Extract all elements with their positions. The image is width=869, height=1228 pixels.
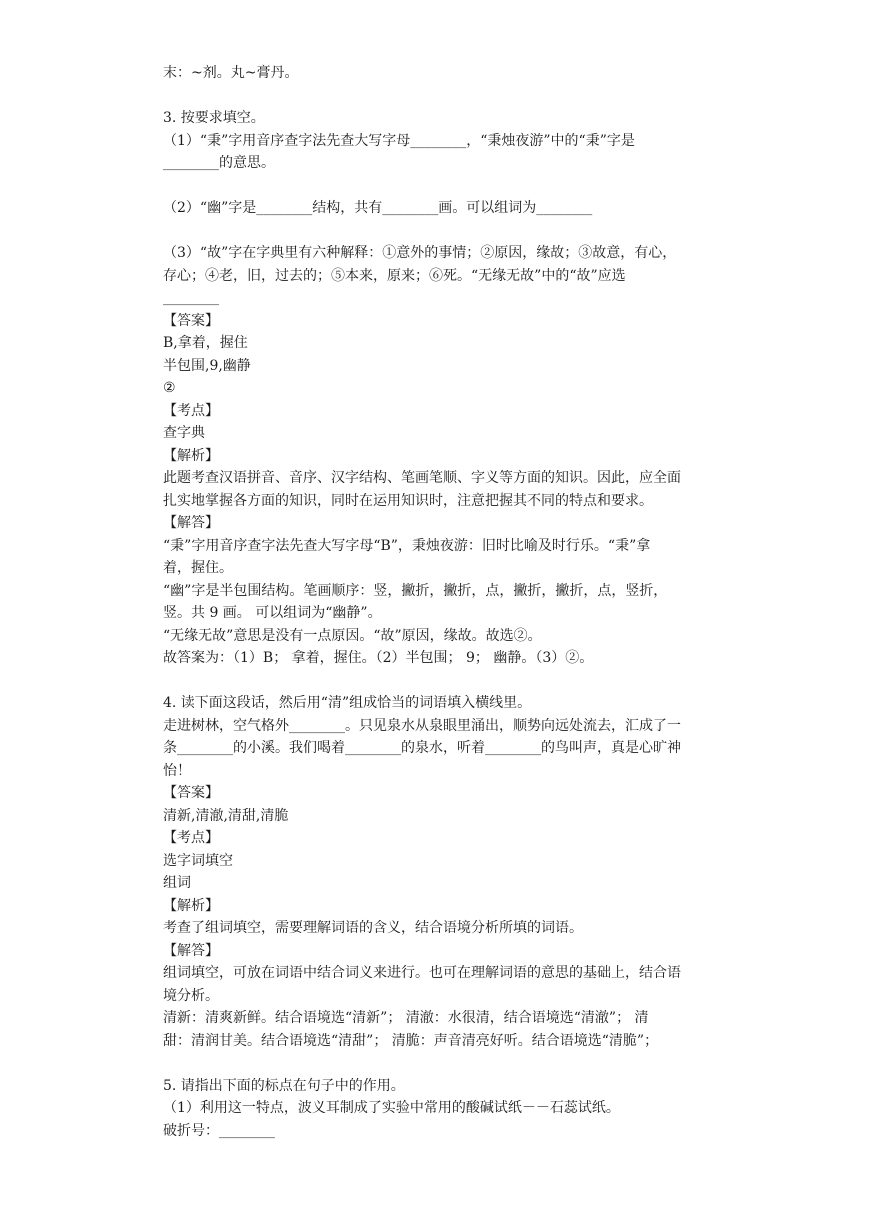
passage-line: 怡！ [163, 762, 191, 779]
analysis-line: 扎实地掌握各方面的知识，同时在运用知识时，注意把握其不同的特点和要求。 [163, 492, 653, 509]
point-line: 组词 [163, 875, 191, 891]
analysis-line: 考查了组词填空，需要理解词语的含义，结合语境分析所填的词语。 [163, 920, 583, 936]
question-3-part2: （2）“幽”字是________结构，共有________画。可以组词为________ [163, 200, 593, 216]
question-5 [163, 1075, 743, 1143]
answer-line: 半包围,9,幽静 [163, 357, 251, 374]
answer-label: 【答案】 [163, 312, 219, 329]
solution-label: 【解答】 [163, 942, 219, 959]
question-4-title: 4. 读下面这段话，然后用“清”组成恰当的词语填入横线里。 [163, 695, 532, 711]
solution-line: “无缘无故”意思是没有一点原因。“故”原因，缘故。故选②。 [163, 627, 542, 644]
question-3-title: 3. 按要求填空。 [163, 110, 265, 126]
question-3-part3-line2: 存心；④老，旧，过去的；⑤本来，原来；⑥死。“无缘无故”中的“故”应选 [163, 267, 626, 284]
solution-line: 组词填空，可放在词语中结合词义来进行。也可在理解词语的意思的基础上，结合语 [163, 965, 681, 981]
analysis-line: 此题考查汉语拼音、音序、汉字结构、笔画笔顺、字义等方面的知识。因此，应全面 [163, 470, 681, 486]
analysis-label: 【解析】 [163, 897, 219, 914]
point-line: 选字词填空 [163, 852, 233, 869]
question-3-part1-line1: （1）“秉”字用音序查字法先查大写字母________，“秉烛夜游”中的“秉”字是 [163, 132, 635, 149]
answer-line: B,拿着，握住 [163, 335, 248, 351]
question-4 [163, 692, 743, 1052]
passage-line: 条________的小溪。我们喝着________的泉水，听着________的鸟叫声，真是心旷神 [163, 740, 681, 756]
answer-line: ② [163, 380, 176, 396]
question-5-part1-answer: 破折号：________ [163, 1122, 275, 1139]
solution-line: “秉”字用音序查字法先查大写字母“B”，秉烛夜游：旧时比喻及时行乐。“秉”拿 [163, 537, 651, 554]
question-3 [163, 107, 743, 670]
point-line: 查字典 [163, 425, 205, 441]
solution-line: 清新：清爽新鲜。结合语境选“清新”； 清澈：水很清，结合语境选“清澈”； 清 [163, 1010, 649, 1026]
answer-line: 清新,清澈,清甜,清脆 [163, 807, 289, 824]
answer-label: 【答案】 [163, 785, 219, 801]
document-body [163, 62, 743, 1142]
solution-line: “幽”字是半包围结构。笔画顺序：竖，撇折，撇折，点，撇折，撇折，点，竖折， [163, 582, 668, 599]
question-3-part1-line2: ________的意思。 [163, 155, 275, 171]
solution-line: 甜：清润甘美。结合语境选“清甜”； 清脆：声音清亮好听。结合语境选“清脆”； [163, 1032, 659, 1049]
passage-line: 走进树林，空气格外________。只见泉水从泉眼里涌出，顺势向远处流去，汇成了一 [163, 717, 681, 734]
question-3-part3-line3: ________ [163, 290, 219, 306]
solution-line: 竖。共 9 画。 可以组词为“幽静”。 [163, 605, 382, 621]
solution-line: 境分析。 [163, 987, 219, 1004]
analysis-label: 【解析】 [163, 447, 219, 464]
solution-line: 故答案为：（1）B； 拿着，握住。（2）半包围； 9； 幽静。（3）②。 [163, 650, 594, 666]
question-2-tail: 末：~剂。丸~膏丹。 [163, 65, 299, 81]
point-label: 【考点】 [163, 830, 219, 846]
solution-label: 【解答】 [163, 515, 219, 531]
solution-line: 着，握住。 [163, 560, 233, 576]
question-5-title: 5. 请指出下面的标点在句子中的作用。 [163, 1077, 405, 1094]
point-label: 【考点】 [163, 402, 219, 419]
question-5-part1: （1）利用这一特点，波义耳制成了实验中常用的酸碱试纸－－石蕊试纸。 [163, 1100, 620, 1116]
question-3-part3-line1: （3）“故”字在字典里有六种解释：①意外的事情；②原因，缘故；③故意，有心， [163, 245, 677, 261]
